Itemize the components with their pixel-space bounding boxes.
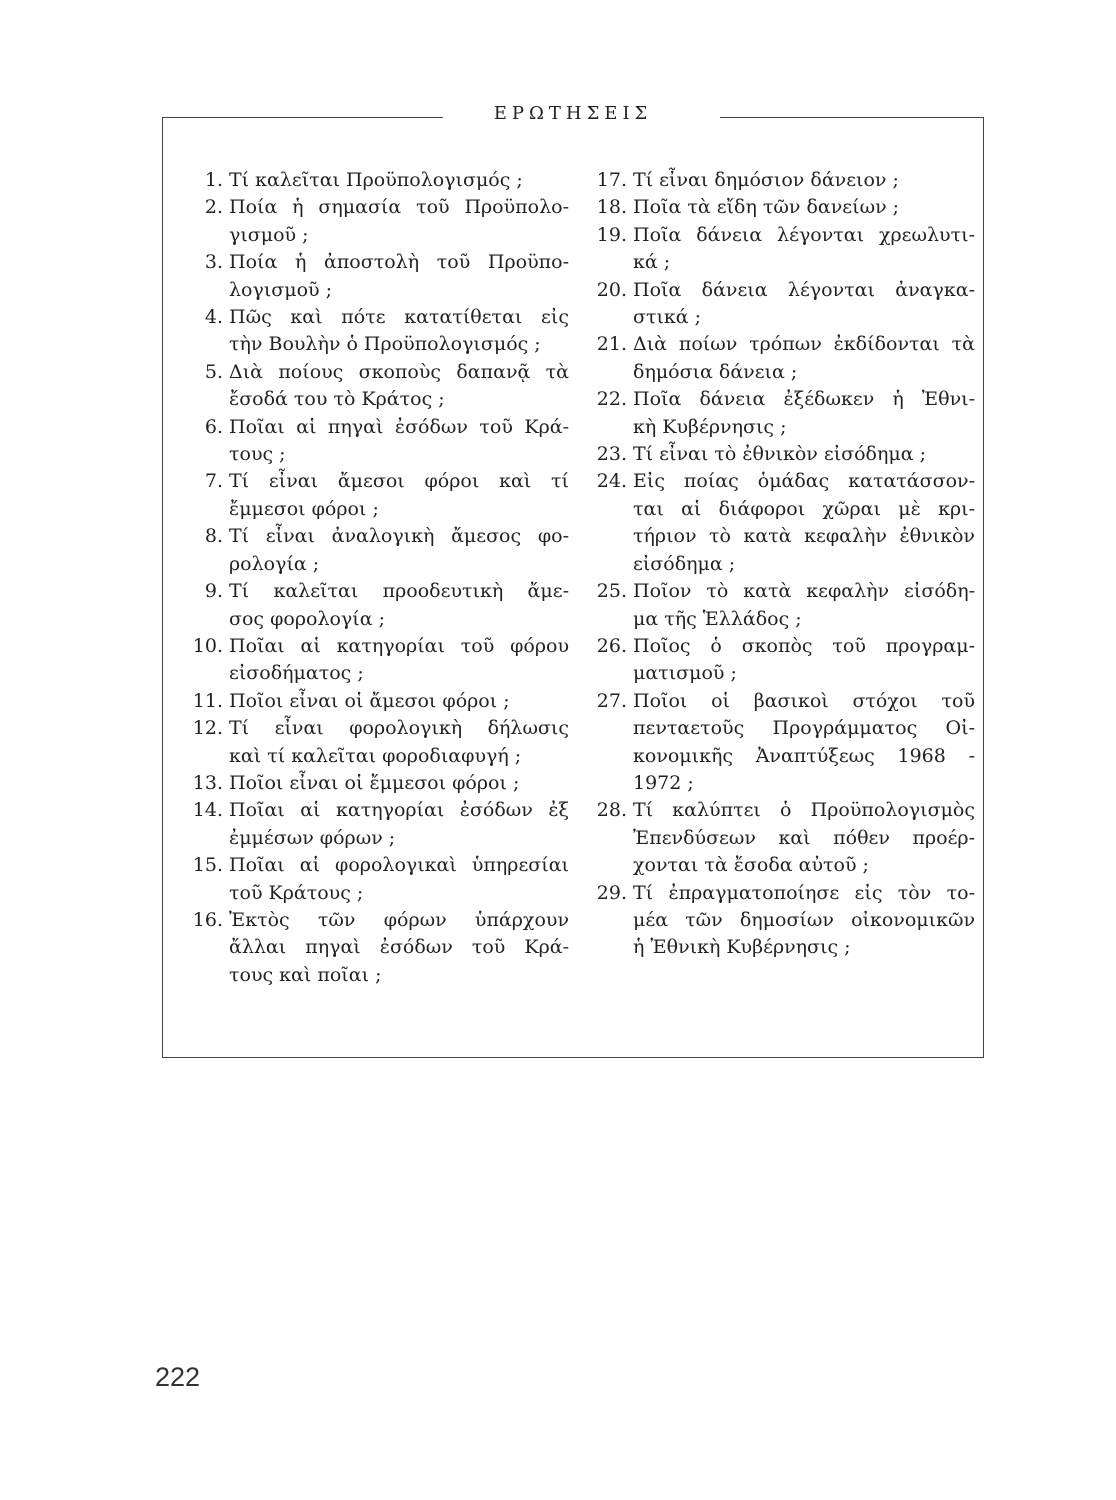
question-text-line: Ποῖαι αἱ φορολογικαὶ ὑπηρεσίαι [229, 854, 569, 877]
question-item [591, 194, 975, 221]
question-text-line: στικά ; [633, 306, 702, 329]
question-item [591, 633, 975, 688]
question-number: 27. [596, 689, 627, 712]
question-text-line: σος φορολογία ; [229, 607, 385, 630]
question-text-line: Εἰς ποίας ὁμάδας κατατάσσον- [633, 470, 975, 493]
questions-column-right [591, 167, 975, 962]
question-item [591, 578, 975, 633]
section-title: ΕΡΩΤΗΣΕΙΣ [493, 103, 653, 124]
question-item [591, 386, 975, 441]
question-item [187, 852, 569, 907]
question-item [591, 880, 975, 962]
question-text-line: ρολογία ; [229, 552, 320, 575]
question-number: 21. [596, 333, 627, 356]
question-item [591, 797, 975, 879]
question-number: 28. [596, 799, 627, 822]
question-text-line: καὶ τί καλεῖται φοροδιαφυγή ; [229, 744, 522, 767]
question-text-line: ματισμοῦ ; [633, 662, 737, 685]
question-number: 3. [204, 251, 223, 274]
question-text-line: ται αἱ διάφοροι χῶραι μὲ κρι- [633, 497, 975, 520]
question-text-line: Ποῖοι εἶναι οἱ ἄμεσοι φόροι ; [229, 689, 510, 712]
question-text-line: ἡ Ἐθνικὴ Κυβέρνησις ; [633, 936, 851, 959]
questions-box [162, 103, 984, 1058]
question-number: 9. [204, 580, 223, 603]
question-item [591, 688, 975, 798]
question-text-line: πενταετοῦς Προγράμματος Οἰ- [633, 717, 975, 740]
question-text-line: Τί καλεῖται προοδευτικὴ ἄμε- [229, 580, 569, 603]
question-text-line: κὴ Κυβέρνησις ; [633, 415, 787, 438]
question-number: 11. [192, 689, 223, 712]
question-text-line: Ποῖαι αἱ κατηγορίαι ἐσόδων ἐξ [229, 799, 569, 822]
question-number: 1. [204, 169, 223, 191]
question-text-line: Ποῖοι εἶναι οἱ ἔμμεσοι φόροι ; [229, 771, 520, 794]
question-item [187, 770, 569, 797]
question-text-line: Ποία ἡ ἀποστολὴ τοῦ Προϋπο- [229, 251, 569, 274]
question-text-line: Ποῖαι αἱ κατηγορίαι τοῦ φόρου [229, 634, 569, 657]
question-text-line: τους ; [229, 443, 286, 466]
question-item [591, 331, 975, 386]
question-text-line: Τί καλύπτει ὁ Προϋπολογισμὸς [633, 799, 975, 822]
question-item [187, 688, 569, 715]
question-text-line: τὴν Βουλὴν ὁ Προϋπολογισμός ; [229, 333, 541, 356]
question-number: 10. [192, 634, 223, 657]
question-item [187, 359, 569, 414]
question-text-line: Τί καλεῖται Προϋπολογισμός ; [229, 169, 523, 191]
question-number: 6. [204, 415, 223, 438]
question-number: 17. [596, 169, 627, 191]
question-number: 26. [596, 634, 627, 657]
question-item [591, 277, 975, 332]
question-text-line: 1972 ; [633, 771, 694, 794]
question-number: 16. [192, 908, 223, 931]
question-number: 13. [192, 771, 223, 794]
question-number: 18. [596, 196, 627, 219]
question-text-line: δημόσια δάνεια ; [633, 360, 798, 383]
question-text-line: Ποῖα δάνεια ἐξέδωκεν ἡ Ἐθνι- [633, 388, 975, 411]
question-item [187, 194, 569, 249]
question-item [187, 633, 569, 688]
question-item [187, 907, 569, 989]
question-text-line: γισμοῦ ; [229, 223, 309, 246]
question-text-line: κά ; [633, 251, 671, 274]
page-number: 222 [155, 1362, 201, 1392]
question-number: 12. [192, 717, 223, 740]
question-text-line: Ποῖον τὸ κατὰ κεφαλὴν εἰσόδη- [633, 580, 975, 603]
question-text-line: χονται τὰ ἔσοδα αὐτοῦ ; [633, 854, 869, 877]
question-text-line: Τί ἐπραγματοποίησε εἰς τὸν το- [633, 881, 975, 904]
question-text-line: ἄλλαι πηγαὶ ἐσόδων τοῦ Κρά- [229, 936, 569, 959]
question-text-line: μα τῆς Ἑλλάδος ; [633, 607, 802, 630]
question-text-line: Τί εἶναι φορολογικὴ δήλωσις [229, 717, 569, 740]
question-item [187, 414, 569, 469]
question-number: 23. [596, 443, 627, 466]
question-number: 8. [204, 525, 223, 548]
question-number: 15. [192, 854, 223, 877]
question-text-line: τοῦ Κράτους ; [229, 881, 364, 904]
question-text-line: Ποῖος ὁ σκοπὸς τοῦ προγραμ- [633, 634, 975, 657]
question-text-line: ἐμμέσων φόρων ; [229, 826, 396, 849]
question-item [187, 578, 569, 633]
question-item [187, 304, 569, 359]
question-text-line: μέα τῶν δημοσίων οἰκονομικῶν [633, 908, 975, 931]
question-number: 25. [596, 580, 627, 603]
question-number: 4. [204, 306, 223, 329]
question-text-line: Ποῖα δάνεια λέγονται ἀναγκα- [633, 278, 975, 301]
question-number: 7. [204, 470, 223, 493]
question-number: 24. [596, 470, 627, 493]
question-number: 20. [596, 278, 627, 301]
question-item [187, 797, 569, 852]
question-number: 2. [204, 196, 223, 219]
question-text-line: εἰσόδημα ; [633, 552, 736, 575]
question-text-line: κονομικῆς Ἀναπτύξεως 1968 - [633, 744, 975, 767]
question-item [187, 523, 569, 578]
question-text-line: Διὰ ποίων τρόπων ἐκδίδονται τὰ [633, 333, 975, 356]
question-text-line: Ἐκτὸς τῶν φόρων ὑπάρχουν [229, 908, 569, 931]
question-text-line: Τί εἶναι δημόσιον δάνειον ; [633, 169, 899, 191]
question-item [591, 167, 975, 194]
question-number: 5. [204, 360, 223, 383]
question-number: 22. [596, 388, 627, 411]
question-text-line: Ποία ἡ σημασία τοῦ Προϋπολο- [229, 196, 569, 219]
question-item [187, 468, 569, 523]
question-item [591, 441, 975, 468]
question-text-line: Ποῖοι οἱ βασικοὶ στόχοι τοῦ [633, 689, 975, 712]
question-text-line: τους καὶ ποῖαι ; [229, 963, 382, 986]
question-item [591, 222, 975, 277]
question-text-line: Ἐπενδύσεων καὶ πόθεν προέρ- [633, 826, 975, 849]
question-text-line: τήριον τὸ κατὰ κεφαλὴν ἐθνικὸν [633, 525, 975, 548]
question-number: 19. [596, 223, 627, 246]
question-text-line: ἔσοδά του τὸ Κράτος ; [229, 388, 445, 411]
question-text-line: ἔμμεσοι φόροι ; [229, 497, 379, 520]
question-text-line: λογισμοῦ ; [229, 278, 333, 301]
question-text-line: Πῶς καὶ πότε κατατίθεται εἰς [229, 306, 569, 329]
question-item [591, 468, 975, 578]
question-number: 14. [192, 799, 223, 822]
question-text-line: Τί εἶναι ἀναλογικὴ ἄμεσος φο- [229, 525, 569, 548]
question-number: 29. [596, 881, 627, 904]
question-text-line: εἰσοδήματος ; [229, 662, 364, 685]
question-item [187, 249, 569, 304]
question-item [187, 715, 569, 770]
question-item [187, 167, 569, 194]
question-text-line: Ποῖα τὰ εἴδη τῶν δανείων ; [633, 196, 900, 219]
question-text-line: Ποῖα δάνεια λέγονται χρεωλυτι- [633, 223, 975, 246]
question-text-line: Τί εἶναι ἄμεσοι φόροι καὶ τί [229, 470, 569, 493]
question-text-line: Ποῖαι αἱ πηγαὶ ἐσόδων τοῦ Κρά- [229, 415, 569, 438]
questions-column-left [187, 167, 569, 989]
question-text-line: Τί εἶναι τὸ ἐθνικὸν εἰσόδημα ; [633, 443, 926, 466]
question-text-line: Διὰ ποίους σκοποὺς δαπανᾷ τὰ [229, 360, 569, 383]
